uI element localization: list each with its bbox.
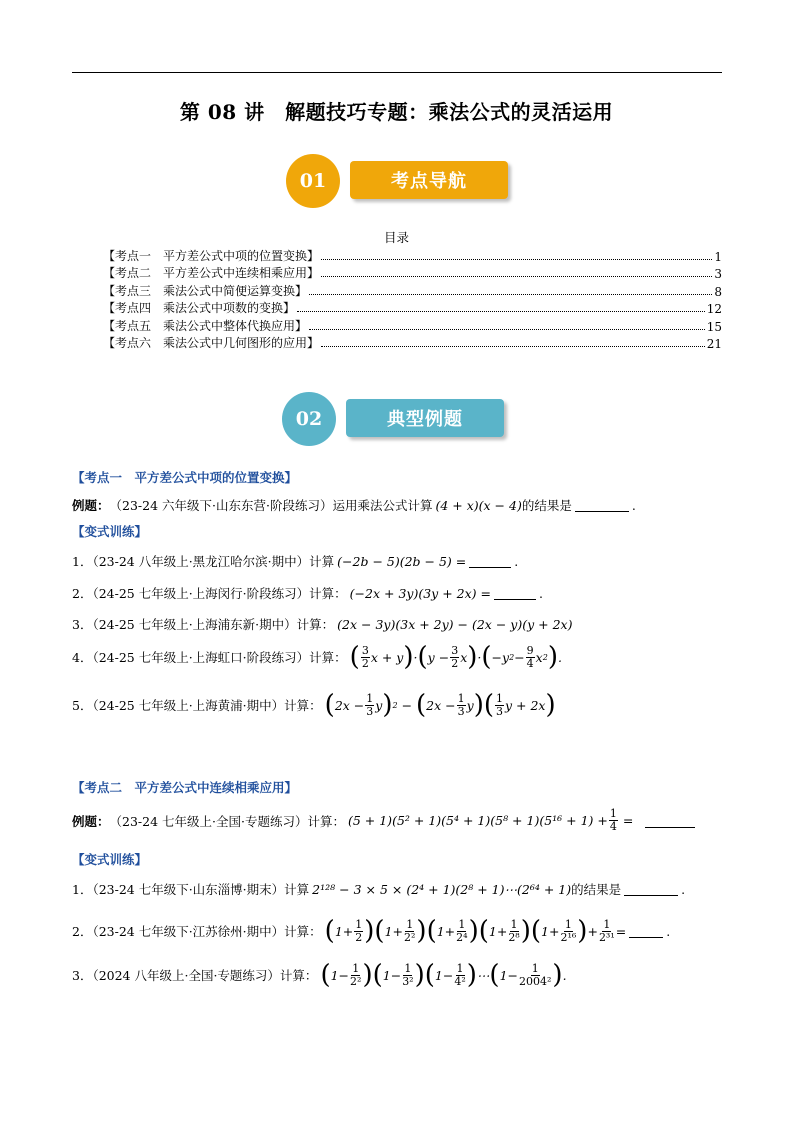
toc-item-page: 1	[714, 249, 722, 264]
toc-leader	[309, 329, 705, 330]
practice-heading-2: 【变式训练】	[72, 852, 148, 867]
toc-leader	[297, 311, 705, 312]
problem-2-1: 1．（23-24 七年级下·山东淄博·期末）计算 2¹²⁸ − 3 × 5 × (2⁴ + 1)(2⁸ + 1)⋯(2⁶⁴ + 1) 的结果是 .	[72, 881, 686, 897]
example-label: 例题：	[72, 498, 110, 513]
problem-text: 2．（24-25 七年级上·上海闵行·阶段练习）计算：	[72, 586, 347, 601]
toc-leader	[321, 259, 712, 260]
fraction: $\frac{1}{4}$	[609, 807, 617, 833]
problem-text: 4．（24-25 七年级上·上海虹口·阶段练习）计算：	[72, 650, 347, 665]
answer-blank[interactable]	[494, 586, 536, 600]
toc-item-page: 3	[714, 267, 722, 281]
toc-item[interactable]	[103, 316, 722, 334]
problem-2-2: 2．（23-24 七年级下·江苏徐州·期中）计算： ( 1+ $\frac{1}{2}$ )( 1+ $\frac{1}{\text{2²}}$ )( 1+ $\frac{1}{\text{2⁴}}$ )( 1+ $\frac{1}{\text{2⁸}}$ )( 1+ $\frac{1}{\text{2¹⁶}}$ ) + $\frac{1}{\text{2³¹}}$ = .	[72, 916, 671, 946]
toc-item-label: 【考点一 平方差公式中项的位置变换】	[103, 248, 320, 263]
toc-item-label: 【考点二 平方差公式中连续相乘应用】	[103, 266, 320, 280]
problem-math: ( 1− $\frac{1}{\text{2²}}$ )( 1− $\frac{1}{\text{3²}}$ )( 1− $\frac{1}{\text{4²}}$ ) ⋯ ( 1− $\frac{1}{\text{2004²}}$ ) .	[320, 960, 567, 990]
badge-label: 考点导航	[350, 161, 508, 199]
toc-leader	[309, 294, 712, 295]
problem-text: 1．（23-24 八年级上·黑龙江哈尔滨·期中）计算	[72, 554, 335, 569]
problem-math: 2¹²⁸ − 3 × 5 × (2⁴ + 1)(2⁸ + 1)⋯(2⁶⁴ + 1)	[312, 881, 572, 897]
problem-math: (−2b − 5)(2b − 5) =	[337, 553, 467, 569]
toc-item-page: 8	[714, 284, 722, 299]
toc-item-page: 15	[706, 319, 722, 334]
section-heading-1: 【考点一 平方差公式中项的位置变换】	[72, 470, 298, 485]
problem-1-4	[72, 644, 562, 670]
problem-math: ( $\frac{3}{2}$ x + y ) · ( y − $\frac{3}{2}$ x ) · ( −y 2 − $\frac{9}{4}$ x 2 ) .	[349, 642, 562, 672]
section-heading-2: 【考点二 平方差公式中连续相乘应用】	[72, 780, 298, 795]
answer-blank[interactable]	[469, 554, 511, 568]
problem-1-3	[72, 615, 572, 633]
fraction: $\frac{1}{\text{4²}}$	[454, 961, 466, 988]
example-label: 例题：	[72, 813, 110, 829]
toc-item-label: 【考点四 乘法公式中项数的变换】	[103, 301, 296, 315]
problem-math: (2x − 3y)(3x + 2y) − (2x − y)(y + 2x)	[337, 616, 573, 632]
example-math: (5 + 1)(5² + 1)(5⁴ + 1)(5⁸ + 1)(5¹⁶ + 1) + $\frac{1}{4}$ =	[347, 807, 634, 833]
toc-item-page: 12	[706, 302, 722, 316]
toc-item[interactable]	[103, 264, 722, 282]
fraction: $\frac{1}{\text{2²}}$	[404, 917, 416, 944]
problem-text: 3．（2024 八年级上·全国·专题练习）计算：	[72, 968, 318, 983]
fraction: $\frac{1}{\text{2⁴}}$	[456, 917, 468, 944]
fraction: $\frac{1}{\text{2004²}}$	[519, 961, 552, 988]
problem-tail: 的结果是	[571, 882, 622, 897]
fraction: $\frac{1}{2}$	[355, 917, 363, 944]
problem-2-3	[72, 962, 567, 988]
problem-math: ( 2x − $\frac{1}{3}$ y ) 2 − ( 2x − $\frac{1}{3}$ y )( $\frac{1}{3}$ y + 2x )	[324, 690, 556, 720]
toc-item-label: 【考点三 乘法公式中简便运算变换】	[103, 283, 308, 298]
fraction: $\frac{1}{\text{3²}}$	[402, 961, 414, 988]
example-text: （23-24 六年级下·山东东营·阶段练习）运用乘法公式计算	[109, 498, 433, 513]
answer-blank[interactable]	[624, 882, 678, 896]
badge-number-circle	[282, 392, 336, 446]
answer-blank[interactable]	[575, 498, 629, 512]
toc-item[interactable]	[103, 246, 722, 264]
badge-number-circle	[286, 154, 340, 208]
fraction: $\frac{1}{3}$	[457, 691, 465, 718]
table-of-contents	[103, 246, 722, 351]
badge-number: 02	[295, 408, 323, 430]
badge-section-navigation	[286, 154, 546, 214]
practice-heading-1: 【变式训练】	[72, 524, 148, 539]
problem-text: 5．（24-25 七年级上·上海黄浦·期中）计算：	[72, 698, 322, 713]
answer-blank[interactable]	[645, 814, 695, 828]
fraction: $\frac{1}{\text{2²}}$	[350, 961, 362, 988]
problem-1-5	[72, 692, 556, 718]
badge-label: 典型例题	[346, 399, 504, 437]
example-2	[72, 808, 698, 833]
example-1: 例题： （23-24 六年级下·山东东营·阶段练习）运用乘法公式计算 (4 + x)(x − 4) 的结果是 .	[72, 497, 636, 513]
page-title: 第 08 讲 解题技巧专题：乘法公式的灵活运用	[179, 100, 614, 124]
fraction: $\frac{1}{\text{2¹⁶}}$	[560, 917, 577, 944]
problem-text: 2．（23-24 七年级下·江苏徐州·期中）计算：	[72, 924, 322, 939]
top-rule	[72, 72, 722, 73]
problem-text: 1．（23-24 七年级下·山东淄博·期末）计算	[72, 882, 310, 897]
fraction: $\frac{1}{\text{2⁸}}$	[508, 917, 520, 944]
fraction: $\frac{1}{3}$	[366, 691, 374, 718]
toc-item-label: 【考点六 乘法公式中几何图形的应用】	[103, 336, 320, 350]
fraction: $\frac{1}{\text{2³¹}}$	[598, 917, 615, 944]
badge-section-examples	[282, 392, 542, 452]
toc-item[interactable]	[103, 334, 722, 352]
example-tail: 的结果是	[521, 498, 572, 513]
example-math: (4 + x)(x − 4)	[435, 497, 522, 513]
toc-leader	[321, 346, 705, 347]
toc-leader	[321, 276, 712, 277]
badge-number: 01	[299, 170, 327, 192]
fraction: $\frac{9}{4}$	[526, 643, 534, 670]
example-text: （23-24 七年级上·全国·专题练习）计算：	[109, 813, 345, 829]
fraction: $\frac{1}{3}$	[495, 691, 503, 718]
problem-1-1: 1．（23-24 八年级上·黑龙江哈尔滨·期中）计算 (−2b − 5)(2b − 5) = .	[72, 553, 519, 569]
toc-item[interactable]	[103, 299, 722, 317]
toc-item-page: 21	[706, 337, 722, 351]
problem-math: ( 1+ $\frac{1}{2}$ )( 1+ $\frac{1}{\text{2²}}$ )( 1+ $\frac{1}{\text{2⁴}}$ )( 1+ $\frac{1}{\text{2⁸}}$ )( 1+ $\frac{1}{\text{2¹⁶}}$ ) + $\frac{1}{\text{2³¹}}$ =	[324, 916, 627, 946]
fraction: $\frac{3}{2}$	[451, 643, 459, 670]
answer-blank[interactable]	[629, 924, 663, 938]
toc-item-label: 【考点五 乘法公式中整体代换应用】	[103, 318, 308, 333]
toc-heading: 目录	[383, 230, 409, 245]
toc-item[interactable]	[103, 281, 722, 299]
problem-text: 3．（24-25 七年级上·上海浦东新·期中）计算：	[72, 617, 335, 632]
problem-math: (−2x + 3y)(3y + 2x) =	[349, 585, 491, 601]
fraction: $\frac{3}{2}$	[361, 643, 369, 670]
problem-1-2: 2．（24-25 七年级上·上海闵行·阶段练习）计算： (−2x + 3y)(3y + 2x) = .	[72, 585, 543, 601]
